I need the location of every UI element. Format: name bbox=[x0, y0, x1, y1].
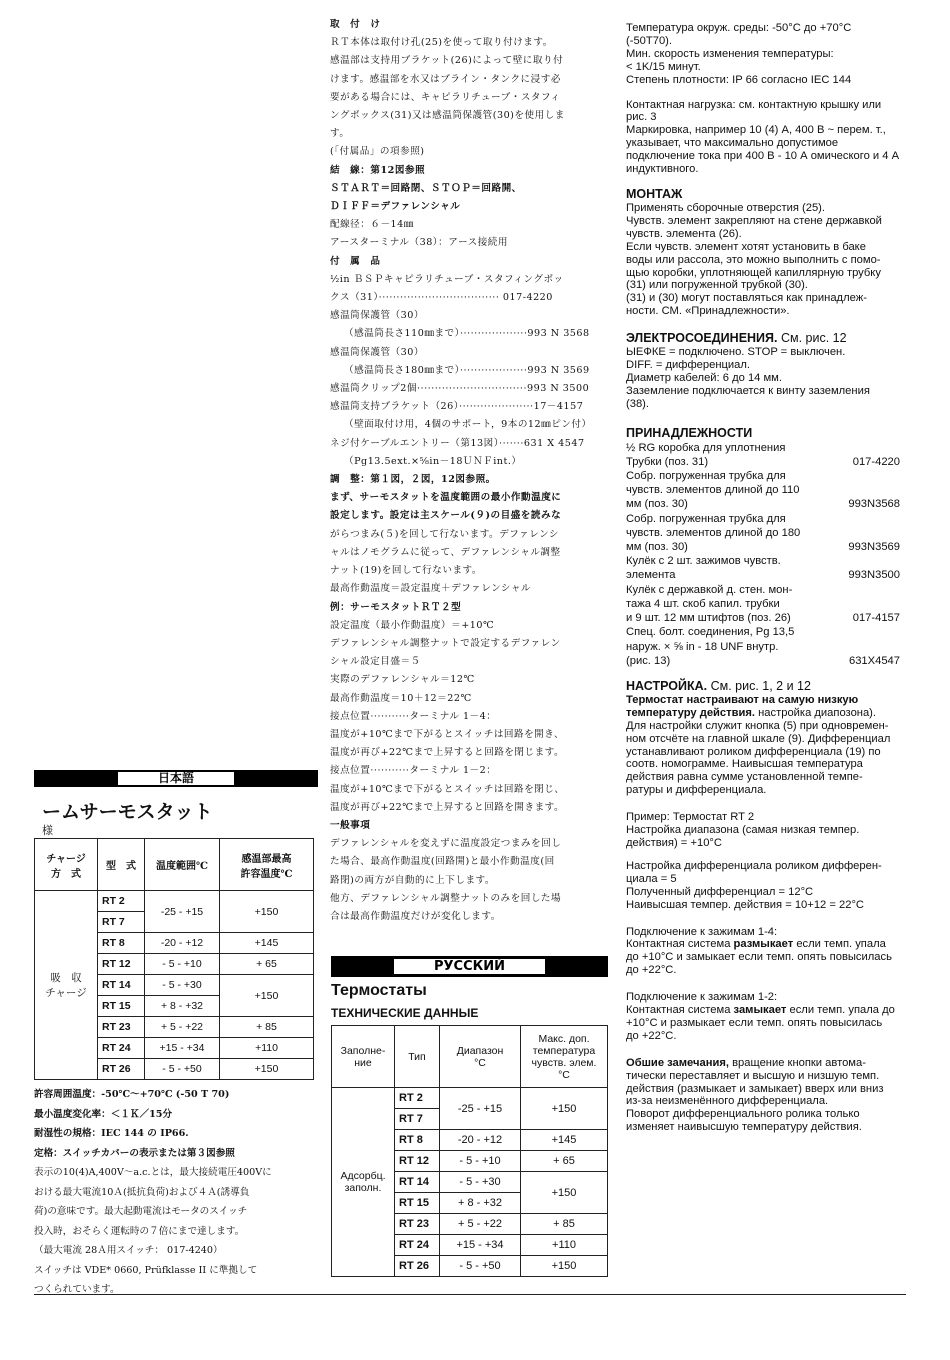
jp-text-line: 感温筒保護管（30） bbox=[330, 310, 424, 322]
jp-text-line: 温度が再び+22℃まで上昇すると回路を開きます。 bbox=[330, 801, 565, 813]
text-line: действия (размыкает и замыкает) вверх или вниз bbox=[626, 1082, 884, 1095]
adjustment-bold-text: температуру действия. bbox=[626, 706, 756, 719]
jp-text-line: （感温筒長さ110㎜まで）···················993 N 3568 bbox=[344, 328, 590, 340]
model-cell: RT 15 bbox=[98, 996, 145, 1017]
max-temp-cell: +150 bbox=[521, 1088, 608, 1130]
general-notes-line bbox=[626, 1057, 902, 1070]
japanese-spec-table bbox=[34, 838, 314, 1080]
text-line: из-за неизменённого дифференциала. bbox=[626, 1095, 829, 1108]
adjustment-heading bbox=[626, 678, 902, 694]
jp-text-line: 付 属 品 bbox=[330, 255, 381, 267]
text-line: устанавливают роликом дифференциала (19) по bbox=[626, 745, 881, 758]
accessories-heading: ПРИНАДЛЕЖНОСТИ bbox=[626, 425, 753, 440]
accessory-row bbox=[626, 583, 902, 597]
accessory-row bbox=[626, 625, 902, 639]
spec-line: 最小温度変化率：＜１Ｋ／15分 bbox=[34, 1108, 173, 1120]
spacer bbox=[626, 1043, 902, 1057]
text-line: подключение тока при 400 В - 10 А омического и 4 А bbox=[626, 150, 900, 163]
electrical-ref: См. рис. 12 bbox=[777, 331, 847, 346]
range-cell: + 5 - +22 bbox=[145, 1017, 220, 1038]
max-temp-cell: +150 bbox=[220, 1059, 314, 1080]
accessory-text: чувств. элементов длиной до 180 bbox=[626, 526, 801, 539]
jp-text-line: デファレンシャルを変えずに温度設定つまみを回し bbox=[330, 838, 562, 850]
model-cell: RT 7 bbox=[98, 912, 145, 933]
model-cell: RT 12 bbox=[98, 954, 145, 975]
bottom-rule bbox=[34, 1294, 906, 1295]
jp-text-line: 感温筒支持ブラケット（26）·····················17－4157 bbox=[330, 401, 584, 413]
text-line: Степень плотности: IP 66 согласно IEC 144 bbox=[626, 73, 852, 86]
jp-text-line: 設定します。設定は主スケール(９)の目盛を読みな bbox=[330, 510, 562, 522]
accessory-text: элемента bbox=[626, 569, 676, 582]
contact-text: Контактная система bbox=[626, 1004, 734, 1017]
russian-spec-table bbox=[331, 1025, 608, 1277]
accessory-row bbox=[626, 654, 902, 668]
accessory-row bbox=[626, 597, 902, 611]
contact-text: если темп. упала до bbox=[786, 1004, 895, 1017]
model-cell: RT 8 bbox=[395, 1130, 440, 1151]
range-cell: - 5 - +10 bbox=[440, 1151, 521, 1172]
electrical-title: ЭЛЕКТРОСОЕДИНЕНИЯ. bbox=[626, 331, 778, 346]
table-header-model: Тип bbox=[395, 1026, 440, 1088]
russian-right-column bbox=[626, 22, 902, 1134]
japanese-middle-text bbox=[330, 16, 608, 926]
jp-text-line: 感温部は支持用ブラケット(26)によって壁に取り付 bbox=[330, 55, 564, 67]
accessory-text: Собр. погруженная трубка для bbox=[626, 512, 786, 525]
text-line: Полученный дифференциал = 12°C bbox=[626, 885, 814, 898]
text-line: воды или рассола, это можно выполнить с помо- bbox=[626, 253, 881, 266]
jp-text-line: （感温筒長さ180㎜まで）···················993 N 3569 bbox=[344, 364, 590, 376]
model-cell: RT 12 bbox=[395, 1151, 440, 1172]
jp-text-line: 配線径：６－14㎜ bbox=[330, 219, 414, 231]
accessory-text: тажа 4 шт. скоб капил. трубки bbox=[626, 597, 780, 610]
jp-text-line: 路閉)の両方が自動的に上下します。 bbox=[330, 874, 495, 886]
contact-line bbox=[626, 938, 902, 951]
contact-text: если темп. упала bbox=[793, 938, 886, 951]
russian-subtitle: ТЕХНИЧЕСКИЕ ДАННЫЕ bbox=[331, 1006, 479, 1020]
model-cell: RT 26 bbox=[395, 1256, 440, 1277]
accessory-code: 993N3500 bbox=[848, 569, 900, 582]
jp-text-line: 最高作動温度＝10＋12＝22℃ bbox=[330, 692, 472, 704]
accessory-text: Собр. погруженная трубка для bbox=[626, 470, 786, 483]
accessory-row bbox=[626, 540, 902, 554]
model-cell: RT 14 bbox=[98, 975, 145, 996]
accessory-code: 017-4220 bbox=[852, 455, 900, 468]
adjustment-tail: настройка диапозона). bbox=[755, 706, 877, 719]
range-cell: +15 - +34 bbox=[440, 1235, 521, 1256]
accessory-row bbox=[626, 455, 902, 469]
contact-line: до +22°C. bbox=[626, 1029, 677, 1042]
charge-type-cell: 吸 収 チャージ bbox=[35, 891, 98, 1080]
model-cell: RT 2 bbox=[98, 891, 145, 912]
accessory-text: чувств. элементов длиной до 110 bbox=[626, 484, 800, 497]
text-line: щью коробки, уплотняющей капиллярную трубку bbox=[626, 266, 881, 279]
text-line: циала = 5 bbox=[626, 872, 677, 885]
jp-text-line: 接点位置···········ターミナル 1－2： bbox=[330, 765, 497, 777]
range-cell: - 5 - +10 bbox=[145, 954, 220, 975]
spacer bbox=[626, 87, 902, 99]
range-cell: - 5 - +30 bbox=[440, 1172, 521, 1193]
accessory-code bbox=[900, 583, 902, 597]
text-line: Диаметр кабелей: 6 до 14 мм. bbox=[626, 371, 782, 384]
max-temp-cell: +150 bbox=[220, 975, 314, 1017]
accessory-text: мм (поз. 30) bbox=[626, 498, 688, 511]
accessory-code: 631X4547 bbox=[848, 654, 900, 667]
accessory-code bbox=[900, 597, 902, 611]
accessory-text: Спец. болт. соединения, Pg 13,5 bbox=[626, 626, 795, 639]
contact-action: замыкает bbox=[733, 1004, 787, 1017]
accessory-row bbox=[626, 469, 902, 483]
text-line: (38). bbox=[626, 397, 650, 410]
jp-text-line: ＤＩＦＦ＝デファレンシャル bbox=[330, 201, 461, 213]
jp-text-line: 実際のデファレンシャル＝12℃ bbox=[330, 674, 475, 686]
text-line: Настройка диапазона (самая низкая темпер. bbox=[626, 824, 860, 837]
model-cell: RT 7 bbox=[395, 1109, 440, 1130]
spec-line: 許容周囲温度：-50℃～+70℃ (-50 T 70) bbox=[34, 1089, 230, 1100]
adjustment-bold-line2 bbox=[626, 707, 902, 720]
adjustment-title: НАСТРОЙКА. bbox=[626, 678, 708, 693]
range-cell: + 8 - +32 bbox=[440, 1193, 521, 1214]
spec-line: 耐湿性の規格：IEC 144 の IP66. bbox=[34, 1128, 189, 1139]
spec-line: 表示の10(4)A,400V～a.c.とは，最大接続電圧400Vに bbox=[34, 1167, 272, 1178]
jp-text-line: ＳＴＡＲＴ＝回路閉、ＳＴＯＰ＝回路開、 bbox=[330, 182, 522, 194]
max-temp-cell: +110 bbox=[220, 1038, 314, 1059]
max-temp-cell: + 85 bbox=[521, 1214, 608, 1235]
charge-type-cell: Адсорбц. заполн. bbox=[332, 1088, 395, 1277]
accessory-row bbox=[626, 640, 902, 654]
jp-text-line: す。 bbox=[330, 128, 350, 140]
text-line: ЫЕФКЕ = подключено. STOP = выключен. bbox=[626, 346, 846, 359]
text-line: Мин. скорость изменения температуры: bbox=[626, 47, 834, 60]
max-temp-cell: +150 bbox=[521, 1172, 608, 1214]
accessory-text: Трубки (поз. 31) bbox=[626, 455, 709, 468]
text-line: Наивысшая темпер. действия = 10+12 = 22°C bbox=[626, 898, 865, 911]
table-header-charge: チャージ 方 式 bbox=[35, 839, 98, 891]
contact-heading: Подключение к зажимам 1-4: bbox=[626, 925, 778, 938]
jp-text-line: 温度が+10℃まで下がるとスイッチは回路を開き、 bbox=[330, 728, 565, 740]
accessory-text: Кулёк с 2 шт. зажимов чувств. bbox=[626, 555, 781, 568]
range-cell: - 5 - +50 bbox=[440, 1256, 521, 1277]
spec-line: スイッチは VDE* 0660, Prüfklasse II に準拠して bbox=[34, 1264, 258, 1276]
spacer bbox=[626, 176, 902, 186]
jp-text-line: けます。感温部を水又はブライン・タンクに浸す必 bbox=[330, 73, 561, 85]
accessory-text: и 9 шт. 12 мм штифтов (поз. 26) bbox=[626, 612, 791, 625]
table-header-charge: Заполне- ние bbox=[332, 1026, 395, 1088]
spacer bbox=[626, 411, 902, 425]
accessory-code bbox=[900, 483, 902, 497]
model-cell: RT 14 bbox=[395, 1172, 440, 1193]
max-temp-cell: + 65 bbox=[521, 1151, 608, 1172]
table-header-max-temp: Макс. доп. температура чувств. элем. °C bbox=[521, 1026, 608, 1088]
max-temp-cell: +110 bbox=[521, 1235, 608, 1256]
text-line: Для настройки служит кнопка (5) при одновремен- bbox=[626, 719, 889, 732]
japanese-title: ームサーモスタット bbox=[42, 801, 213, 823]
model-cell: RT 2 bbox=[395, 1088, 440, 1109]
jp-text-line: シャル設定目盛＝５ bbox=[330, 656, 421, 668]
spec-line: 投入時，おそらく運転時の７倍にまで達します。 bbox=[34, 1225, 245, 1237]
jp-text-line: 一般事項 bbox=[330, 819, 371, 831]
text-line: (31) или погруженной трубкой (30). bbox=[626, 279, 808, 292]
adjustment-bold-line: Термостат настраивают на самую низкую bbox=[626, 693, 859, 706]
contact-line bbox=[626, 1004, 902, 1017]
accessory-row bbox=[626, 483, 902, 497]
accessory-code bbox=[900, 625, 902, 639]
text-line: Настройка дифференциала роликом дифферен- bbox=[626, 859, 882, 872]
spacer bbox=[626, 912, 902, 926]
max-temp-cell: +150 bbox=[521, 1256, 608, 1277]
contact-text: Контактная система bbox=[626, 938, 734, 951]
table-header-range: 温度範囲℃ bbox=[145, 839, 220, 891]
accessory-row bbox=[626, 568, 902, 582]
japanese-specs-text bbox=[34, 1085, 318, 1300]
jp-text-line: 最高作動温度＝設定温度＋デファレンシャル bbox=[330, 583, 532, 595]
jp-text-line: 結 線：第12図参照 bbox=[330, 164, 426, 176]
accessory-text: (рис. 13) bbox=[626, 654, 671, 667]
accessory-text: ½ RG коробка для уплотнения bbox=[626, 441, 786, 454]
jp-text-line: 取 付 け bbox=[330, 19, 381, 30]
jp-text-line: 接点位置···········ターミナル 1－4： bbox=[330, 710, 497, 722]
accessory-row bbox=[626, 554, 902, 568]
table-header-model: 型 式 bbox=[98, 839, 145, 891]
range-cell: + 8 - +32 bbox=[145, 996, 220, 1017]
max-temp-cell: +145 bbox=[220, 933, 314, 954]
jp-text-line: 他方、デファレンシャル調整ナットのみを回した場 bbox=[330, 892, 562, 904]
text-line: Поворот дифференциального ролика только bbox=[626, 1108, 860, 1121]
accessory-row bbox=[626, 441, 902, 455]
spec-line: 荷)の意味です。最大起動電流はモータのスイッチ bbox=[34, 1206, 248, 1217]
text-line: Заземление подключается к винту заземления bbox=[626, 384, 870, 397]
jp-text-line: た場合、最高作動温度(回路開)と最小作動温度(回 bbox=[330, 856, 555, 868]
accessory-code: 017-4157 bbox=[852, 612, 900, 625]
jp-text-line: クス（31）·································· 017-4220 bbox=[330, 292, 553, 304]
jp-text-line: 設定温度（最小作動温度）＝+10℃ bbox=[330, 619, 495, 631]
spec-line: おける最大電流10Ａ(抵抗負荷)および４Ａ(誘導負 bbox=[34, 1186, 250, 1198]
accessory-row bbox=[626, 512, 902, 526]
contact-line: до +10°C и замыкает если темп. опять повысилась bbox=[626, 951, 892, 964]
model-cell: RT 8 bbox=[98, 933, 145, 954]
spec-line: （最大電流 28Ａ用スイッチ： 017-4240） bbox=[34, 1245, 223, 1256]
jp-text-line: (「付属品」の項参照) bbox=[330, 146, 425, 158]
japanese-banner bbox=[34, 770, 318, 787]
range-cell: -25 - +15 bbox=[145, 891, 220, 933]
japanese-subtitle: 様 bbox=[42, 824, 53, 837]
jp-text-line: 要がある場合には、キャピラリチューブ・スタフィ bbox=[330, 91, 561, 103]
text-line: Контактная нагрузка: см. контактную крышку или bbox=[626, 98, 882, 111]
range-cell: -20 - +12 bbox=[145, 933, 220, 954]
accessory-code bbox=[900, 441, 902, 455]
accessory-code: 993N3569 bbox=[848, 541, 900, 554]
text-line: рис. 3 bbox=[626, 111, 657, 124]
spec-line: 定格：スイッチカバーの表示または第３図参照 bbox=[34, 1147, 235, 1159]
jp-text-line: ナット(19)を回して行ないます。 bbox=[330, 565, 482, 577]
accessory-code bbox=[900, 554, 902, 568]
jp-text-line: 感温筒保護管（30） bbox=[330, 346, 424, 358]
text-line: Маркировка, например 10 (4) A, 400 B ~ перем. т., bbox=[626, 124, 886, 137]
text-line: (31) и (30) могут поставляться как принадлеж- bbox=[626, 292, 867, 305]
russian-banner bbox=[331, 956, 608, 977]
contact-line: до +22°C. bbox=[626, 964, 677, 977]
jp-text-line: ＲＴ本体は取付け孔(25)を使って取り付けます。 bbox=[330, 37, 553, 49]
jp-text-line: まず、サーモスタットを温度範囲の最小作動温度に bbox=[330, 492, 562, 504]
jp-text-line: がらつまみ(５)を回して行ないます。デファレンシ bbox=[330, 528, 560, 540]
range-cell: -25 - +15 bbox=[440, 1088, 521, 1130]
table-row bbox=[332, 1088, 608, 1109]
range-cell: - 5 - +30 bbox=[145, 975, 220, 996]
jp-text-line: ネジ付ケーブルエントリー（第13図）·······631 X 4547 bbox=[330, 437, 585, 449]
spacer bbox=[626, 977, 902, 991]
general-notes-text: вращение кнопки автома- bbox=[729, 1056, 866, 1069]
accessory-text: наруж. × ⅝ in - 18 UNF внутр. bbox=[626, 640, 779, 653]
russian-banner-label: РУССКИЙ bbox=[394, 959, 545, 974]
text-line: чувств. элемента (26). bbox=[626, 227, 742, 240]
text-line: < 1K/15 минут. bbox=[626, 60, 701, 73]
text-line: DIFF. = дифференциал. bbox=[626, 359, 751, 372]
text-line: Пример: Термостат RT 2 bbox=[626, 811, 755, 824]
range-cell: +15 - +34 bbox=[145, 1038, 220, 1059]
spacer bbox=[626, 668, 902, 678]
model-cell: RT 23 bbox=[98, 1017, 145, 1038]
table-row bbox=[35, 891, 314, 912]
jp-text-line: （壁面取付け用，4個のサポート，9本の12㎜ピン付） bbox=[344, 419, 592, 431]
jp-text-line: 温度が+10℃まで下がるとスイッチは回路を閉じ、 bbox=[330, 783, 565, 795]
max-temp-cell: + 85 bbox=[220, 1017, 314, 1038]
text-line: соотв. номограмме. Наивысшая температура bbox=[626, 758, 863, 771]
adjustment-ref: См. рис. 1, 2 и 12 bbox=[707, 678, 811, 693]
text-line: указывает, что максимально допустимое bbox=[626, 137, 839, 150]
jp-text-line: 温度が再び+22℃まで上昇すると回路を閉じます。 bbox=[330, 747, 565, 759]
text-line: действия) = +10°C bbox=[626, 836, 722, 849]
model-cell: RT 24 bbox=[395, 1235, 440, 1256]
text-line: индуктивного. bbox=[626, 163, 699, 176]
max-temp-cell: + 65 bbox=[220, 954, 314, 975]
spacer bbox=[626, 850, 902, 860]
text-line: ности. СМ. «Принадлежности». bbox=[626, 305, 790, 318]
accessory-text: Кулёк с державкой д. стен. мон- bbox=[626, 583, 793, 596]
text-line: ратуры и дифференциала. bbox=[626, 784, 767, 797]
jp-text-line: アースターミナル（38）：アース接続用 bbox=[330, 237, 508, 249]
accessory-code bbox=[900, 469, 902, 483]
electrical-heading bbox=[626, 330, 902, 346]
text-line: тически переставляет и высшую и низшую темп. bbox=[626, 1069, 880, 1082]
spacer bbox=[626, 318, 902, 330]
jp-text-line: 調 整：第１図，２図，12図参照。 bbox=[330, 474, 496, 486]
contact-heading: Подключение к зажимам 1-2: bbox=[626, 991, 778, 1004]
text-line: (-50T70). bbox=[626, 34, 673, 47]
jp-text-line: ½in ＢＳＰキャピラリチューブ・スタフィングボッ bbox=[330, 273, 564, 285]
accessory-code bbox=[900, 512, 902, 526]
russian-title: Термостаты bbox=[331, 982, 427, 999]
accessory-row bbox=[626, 526, 902, 540]
text-line: Чувств. элемент закрепляют на стене державкой bbox=[626, 214, 882, 227]
text-line: Если чувств. элемент хотят установить в баке bbox=[626, 240, 866, 253]
jp-text-line: ャルはノモグラムに従って、デファレンシャル調整 bbox=[330, 546, 561, 558]
text-line: ном отсчёте на главной шкале (9). Дифференциал bbox=[626, 732, 891, 745]
model-cell: RT 26 bbox=[98, 1059, 145, 1080]
table-header-max-temp: 感温部最高 許容温度℃ bbox=[220, 839, 314, 891]
jp-text-line: デファレンシャル調整ナットで設定するデファレン bbox=[330, 637, 561, 649]
jp-text-line: ングボックス(31)又は感温筒保護管(30)を使用しま bbox=[330, 110, 565, 122]
accessory-code bbox=[900, 640, 902, 654]
range-cell: + 5 - +22 bbox=[440, 1214, 521, 1235]
jp-text-line: （Pg13.5ext.×⅝in－18ＵＮＦint.） bbox=[344, 455, 522, 467]
text-line: изменяет наивысшую температуру действия. bbox=[626, 1121, 862, 1134]
max-temp-cell: +145 bbox=[521, 1130, 608, 1151]
model-cell: RT 23 bbox=[395, 1214, 440, 1235]
range-cell: -20 - +12 bbox=[440, 1130, 521, 1151]
general-notes-title: Обшие замечания, bbox=[626, 1056, 729, 1069]
text-line: действия равна сумме установленной темпе- bbox=[626, 771, 863, 784]
spec-line: つくられています。 bbox=[34, 1284, 120, 1295]
accessory-row bbox=[626, 611, 902, 625]
accessory-row bbox=[626, 497, 902, 511]
model-cell: RT 15 bbox=[395, 1193, 440, 1214]
table-header-range: Диапазон °C bbox=[440, 1026, 521, 1088]
jp-text-line: 例：サーモスタットＲＴ２型 bbox=[330, 601, 462, 613]
montage-heading: МОНТАЖ bbox=[626, 186, 683, 201]
japanese-banner-label: 日本語 bbox=[118, 772, 234, 785]
model-cell: RT 24 bbox=[98, 1038, 145, 1059]
text-line: Применять сборочные отверстия (25). bbox=[626, 201, 826, 214]
accessory-text: мм (поз. 30) bbox=[626, 541, 688, 554]
text-line: Температура окруж. среды: -50°C до +70°C bbox=[626, 22, 852, 34]
contact-line: +10°C и размыкает если темп. опять повысилась bbox=[626, 1016, 883, 1029]
jp-text-line: 感温筒クリップ2個·······························993 N 3500 bbox=[330, 383, 590, 395]
accessory-code bbox=[900, 526, 902, 540]
range-cell: - 5 - +50 bbox=[145, 1059, 220, 1080]
contact-action: размыкает bbox=[733, 938, 794, 951]
accessory-code: 993N3568 bbox=[848, 498, 900, 511]
max-temp-cell: +150 bbox=[220, 891, 314, 933]
jp-text-line: 合は最高作動温度だけが変化します。 bbox=[330, 910, 501, 922]
spacer bbox=[626, 797, 902, 811]
